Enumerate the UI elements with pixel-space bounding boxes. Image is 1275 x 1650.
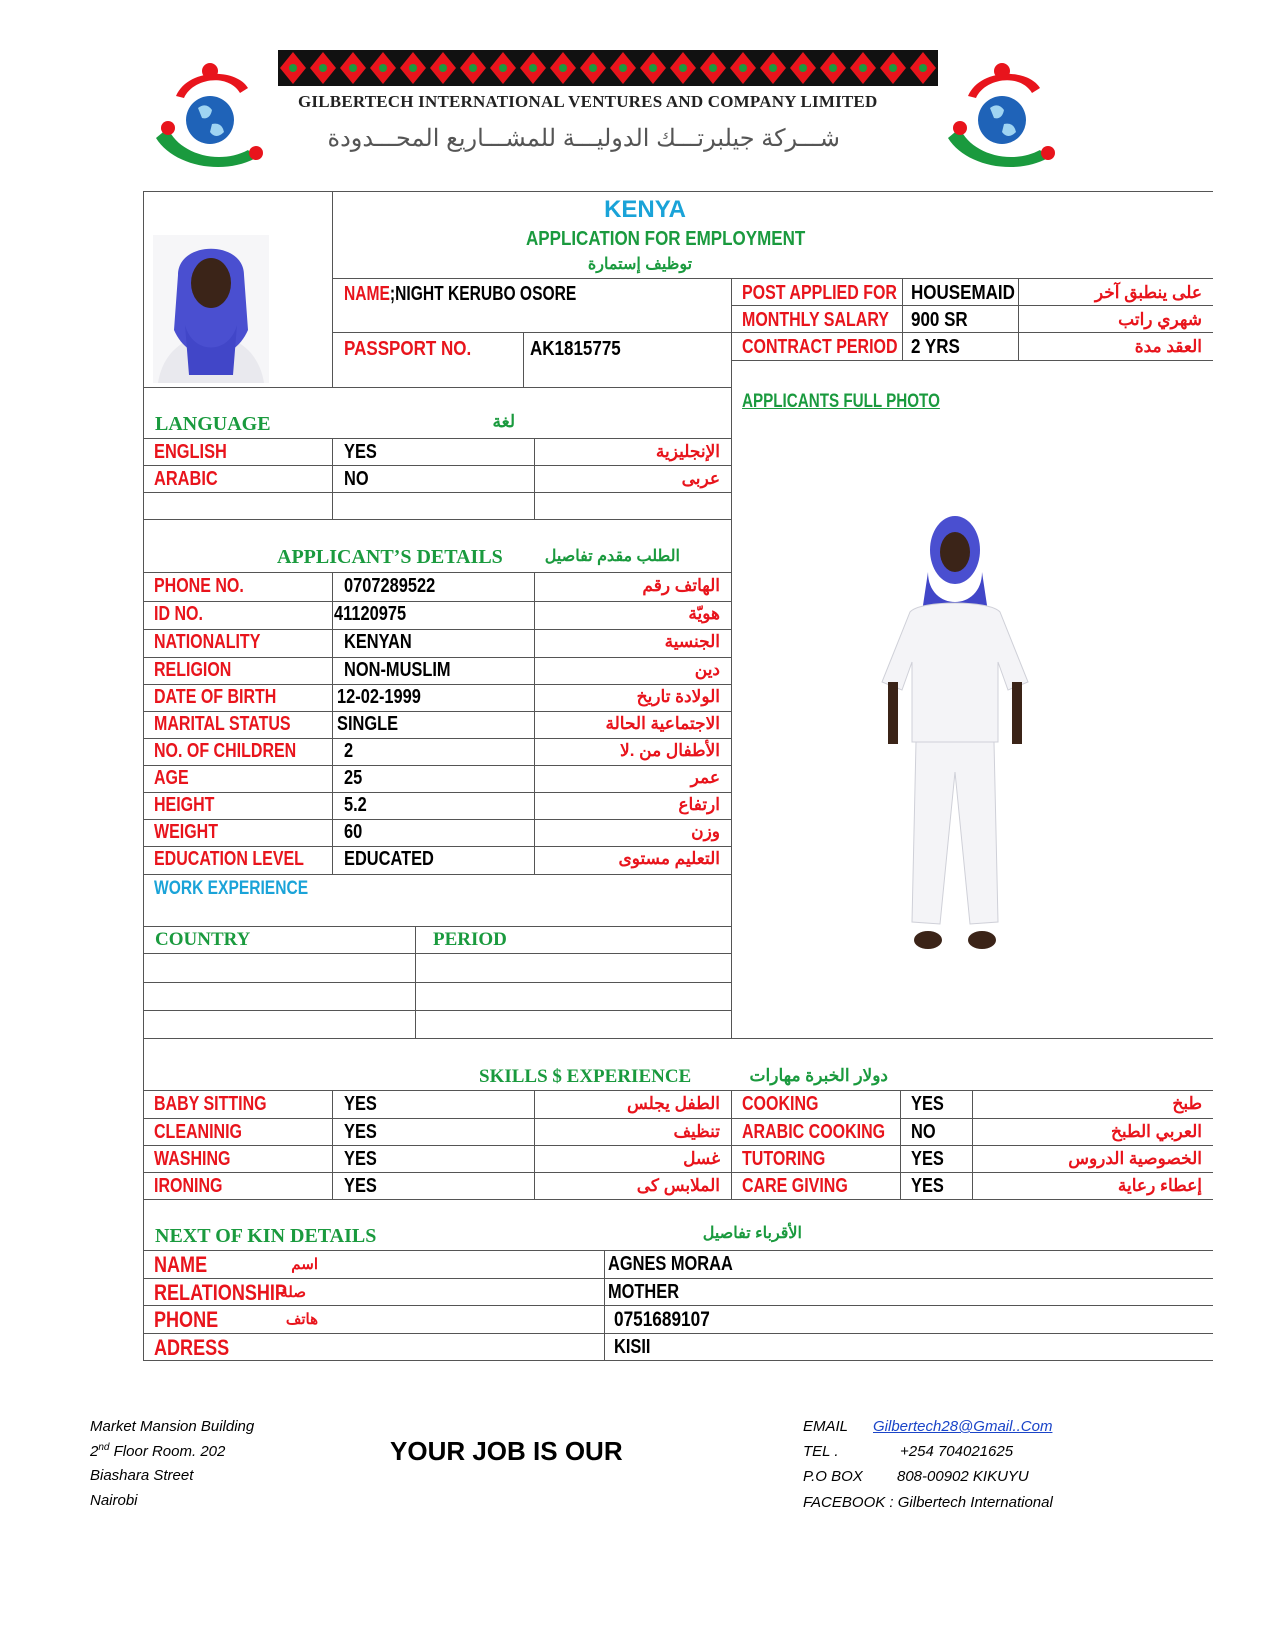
- full-photo-label: APPLICANTS FULL PHOTO: [742, 391, 940, 412]
- detail-value: 0707289522: [344, 575, 436, 597]
- language-label: ENGLISH: [154, 441, 227, 463]
- language-title: LANGUAGE: [155, 413, 271, 435]
- kin-label: NAME: [154, 1252, 208, 1277]
- name-field: [344, 283, 576, 306]
- salary-value: 900 SR: [911, 309, 968, 331]
- skill-ar: إعطاء رعاية: [1117, 1176, 1202, 1195]
- address-line: Market Mansion Building: [90, 1418, 255, 1435]
- detail-ar: الأطفال من .لا: [620, 741, 720, 760]
- skill-label: CLEANINIG: [154, 1121, 242, 1143]
- company-logo-left: [148, 58, 268, 173]
- detail-value: 60: [344, 821, 363, 843]
- skill-value: YES: [911, 1175, 944, 1197]
- name-label: NAME: [344, 283, 390, 305]
- detail-value: 25: [344, 767, 363, 789]
- email-label: EMAIL: [803, 1418, 849, 1435]
- skill-value: YES: [911, 1093, 944, 1115]
- kin-value: AGNES MORAA: [608, 1253, 733, 1275]
- passport-value: AK1815775: [530, 338, 621, 360]
- detail-label: WEIGHT: [154, 821, 218, 843]
- skill-ar: الخصوصية الدروس: [1068, 1149, 1202, 1168]
- salary-ar: شهري راتب: [1118, 310, 1202, 329]
- detail-value: 5.2: [344, 794, 367, 816]
- kin-ar: اسم: [291, 1256, 318, 1273]
- kin-title: NEXT OF KIN DETAILS: [155, 1225, 377, 1247]
- language-value: YES: [344, 441, 377, 463]
- facebook-text: FACEBOOK : Gilbertech International: [803, 1494, 1053, 1511]
- kin-value: KISII: [614, 1336, 651, 1358]
- name-value: ;NIGHT KERUBO OSORE: [389, 283, 577, 305]
- skill-label: IRONING: [154, 1175, 223, 1197]
- detail-value: 2: [344, 740, 354, 762]
- language-ar: الإنجليزية: [655, 442, 720, 461]
- tel-value: +254 704021625: [900, 1443, 1014, 1460]
- skill-label: ARABIC COOKING: [742, 1121, 886, 1143]
- detail-label: ID NO.: [154, 603, 203, 625]
- detail-value: 12-02-1999: [337, 686, 421, 708]
- detail-ar: التعليم مستوى: [618, 849, 720, 868]
- detail-label: RELIGION: [154, 659, 232, 681]
- address-line: Biashara Street: [90, 1467, 194, 1484]
- skills-title-ar: دولار الخبرة مهارات: [749, 1066, 888, 1085]
- detail-label: EDUCATION LEVEL: [154, 848, 304, 870]
- form-title-ar: توظيف إستمارة: [587, 256, 693, 273]
- skill-label: BABY SITTING: [154, 1093, 267, 1115]
- kin-label: ADRESS: [154, 1335, 230, 1360]
- kin-title-ar: الأقرباء تفاصيل: [702, 1225, 802, 1242]
- skill-value: YES: [344, 1121, 377, 1143]
- skill-value: YES: [344, 1175, 377, 1197]
- detail-value: SINGLE: [337, 713, 399, 735]
- detail-label: DATE OF BIRTH: [154, 686, 277, 708]
- work-col-period: PERIOD: [433, 929, 507, 950]
- detail-value: EDUCATED: [344, 848, 434, 870]
- skill-label: WASHING: [154, 1148, 231, 1170]
- skill-ar: طبخ: [1172, 1094, 1202, 1113]
- language-value: NO: [344, 468, 369, 490]
- skill-label: CARE GIVING: [742, 1175, 848, 1197]
- post-value: HOUSEMAID: [911, 282, 1015, 304]
- form-title: APPLICATION FOR EMPLOYMENT: [526, 228, 806, 250]
- kin-value: MOTHER: [608, 1281, 680, 1303]
- skill-ar: العربي الطبخ: [1110, 1122, 1202, 1141]
- detail-value: KENYAN: [344, 631, 412, 653]
- language-label: ARABIC: [154, 468, 218, 490]
- company-name-ar: شـــركة جيلبرتـــك الدوليـــة للمشـــاريع المحـــدودة: [327, 125, 840, 152]
- skill-value: YES: [344, 1093, 377, 1115]
- skill-label: COOKING: [742, 1093, 819, 1115]
- applicant-full-photo: [880, 512, 1030, 960]
- language-title-ar: لغة: [492, 412, 515, 431]
- detail-ar: عمر: [690, 768, 720, 787]
- skill-ar: الملابس كى: [636, 1176, 720, 1195]
- tel-label: TEL .: [803, 1443, 839, 1460]
- kin-label: RELATIONSHIP: [154, 1280, 287, 1305]
- pobox-label: P.O BOX: [803, 1468, 863, 1485]
- detail-label: NATIONALITY: [154, 631, 261, 653]
- detail-ar: الولادة تاريخ: [636, 687, 720, 706]
- passport-label: PASSPORT NO.: [344, 338, 472, 360]
- skill-ar: غسل: [683, 1149, 720, 1168]
- skill-ar: الطفل يجلس: [626, 1094, 720, 1113]
- skill-value: NO: [911, 1121, 936, 1143]
- kin-ar: هاتف: [285, 1311, 318, 1328]
- skill-label: TUTORING: [742, 1148, 826, 1170]
- company-logo-right: [940, 58, 1060, 173]
- detail-ar: هويّة: [688, 604, 720, 623]
- detail-ar: وزن: [691, 822, 720, 841]
- detail-label: HEIGHT: [154, 794, 215, 816]
- footer-slogan: YOUR JOB IS OUR: [390, 1436, 623, 1466]
- detail-label: MARITAL STATUS: [154, 713, 291, 735]
- contract-value: 2 YRS: [911, 336, 960, 358]
- detail-label: PHONE NO.: [154, 575, 244, 597]
- kin-ar: صلة: [280, 1284, 306, 1301]
- address-line: 2nd Floor Room. 202: [90, 1442, 226, 1460]
- detail-ar: دين: [694, 660, 720, 679]
- work-title: WORK EXPERIENCE: [154, 878, 309, 899]
- detail-ar: ارتفاع: [678, 795, 720, 814]
- post-label: POST APPLIED FOR: [742, 282, 897, 304]
- detail-ar: الاجتماعية الحالة: [605, 714, 720, 733]
- post-ar: على ينطبق آخر: [1094, 283, 1202, 302]
- detail-value: NON-MUSLIM: [344, 659, 451, 681]
- address-line: Nairobi: [90, 1492, 138, 1509]
- applicant-passport-photo: [153, 235, 269, 383]
- detail-label: NO. OF CHILDREN: [154, 740, 297, 762]
- skill-value: YES: [911, 1148, 944, 1170]
- skill-value: YES: [344, 1148, 377, 1170]
- details-title: APPLICANT’S DETAILS: [277, 546, 503, 568]
- detail-value: 41120975: [334, 603, 407, 625]
- email-link[interactable]: Gilbertech28@Gmail..Com: [873, 1418, 1053, 1435]
- kin-label: PHONE: [154, 1307, 219, 1332]
- language-ar: عربى: [681, 469, 720, 488]
- detail-ar: الهاتف رقم: [642, 576, 720, 595]
- detail-ar: الجنسية: [664, 632, 720, 651]
- skills-title: SKILLS $ EXPERIENCE: [479, 1066, 692, 1087]
- country-title: KENYA: [604, 196, 686, 223]
- salary-label: MONTHLY SALARY: [742, 309, 889, 331]
- pobox-value: 808-00902 KIKUYU: [897, 1468, 1029, 1485]
- work-col-country: COUNTRY: [155, 929, 251, 950]
- footer-address: [90, 1418, 254, 1516]
- header-pattern-band: [278, 50, 938, 86]
- details-title-ar: الطلب مقدم تفاصيل: [544, 548, 680, 565]
- skill-ar: تنظيف: [673, 1122, 720, 1141]
- contract-ar: العقد مدة: [1134, 337, 1202, 356]
- contract-label: CONTRACT PERIOD: [742, 336, 898, 358]
- detail-label: AGE: [154, 767, 189, 789]
- kin-value: 0751689107: [614, 1308, 710, 1331]
- company-name-en: GILBERTECH INTERNATIONAL VENTURES AND COMPANY LIMITED: [298, 92, 878, 111]
